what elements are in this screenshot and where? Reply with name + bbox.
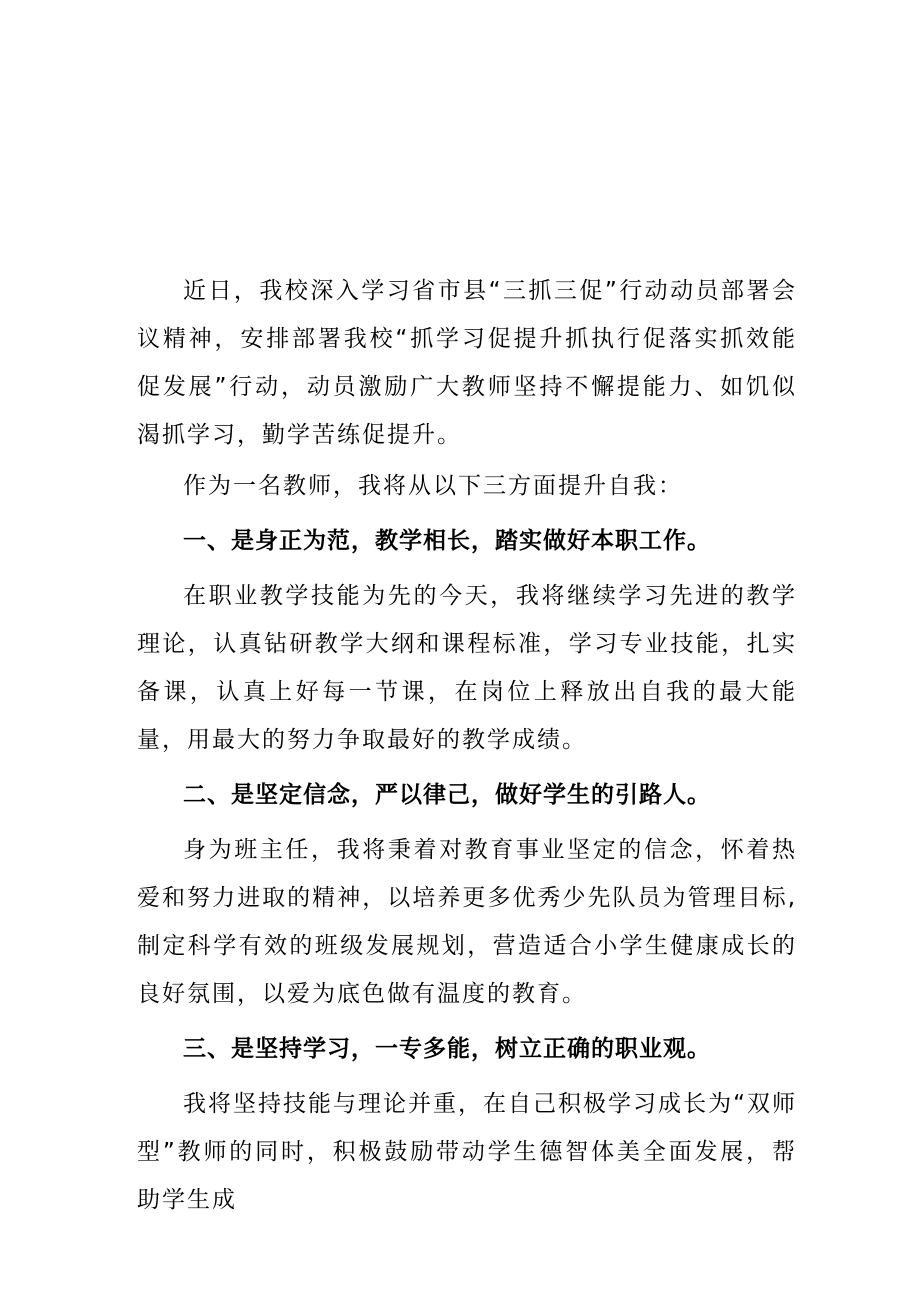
section-body-2: 身为班主任，我将秉着对教育事业坚定的信念，怀着热爱和努力进取的精神，以培养更多优秀少先队员为管理目标,制定科学有效的班级发展规划，营造适合小学生健康成长的良好氛围，以爱为底色做有温度的教育。 xyxy=(137,837,797,1007)
section-body-1: 在职业教学技能为先的今天，我将继续学习先进的教学理论，认真钻研教学大纲和课程标准，学习专业技能，扎实备课，认真上好每一节课，在岗位上释放出自我的最大能量，用最大的努力争取最好的教学成绩。 xyxy=(137,583,797,753)
document-page xyxy=(137,267,797,1224)
section-body-3: 我将坚持技能与理论并重，在自己积极学习成长为“双师型”教师的同时，积极鼓励带动学生德智体美全面发展，帮助学生成 xyxy=(137,1091,797,1213)
lead-in-paragraph: 作为一名教师，我将从以下三方面提升自我： xyxy=(183,473,683,499)
section-heading-3: 三、是坚持学习，一专多能，树立正确的职业观。 xyxy=(183,1036,711,1062)
section-heading-2: 二、是坚定信念，严以律己，做好学生的引路人。 xyxy=(183,782,711,808)
section-heading-1: 一、是身正为范，教学相长，踏实做好本职工作。 xyxy=(183,528,711,554)
intro-paragraph: 近日，我校深入学习省市县“三抓三促”行动动员部署会议精神，安排部署我校“抓学习促提升抓执行促落实抓效能促发展”行动，动员激励广大教师坚持不懈提能力、如饥似渴抓学习，勤学苦练促提升。 xyxy=(137,278,797,448)
